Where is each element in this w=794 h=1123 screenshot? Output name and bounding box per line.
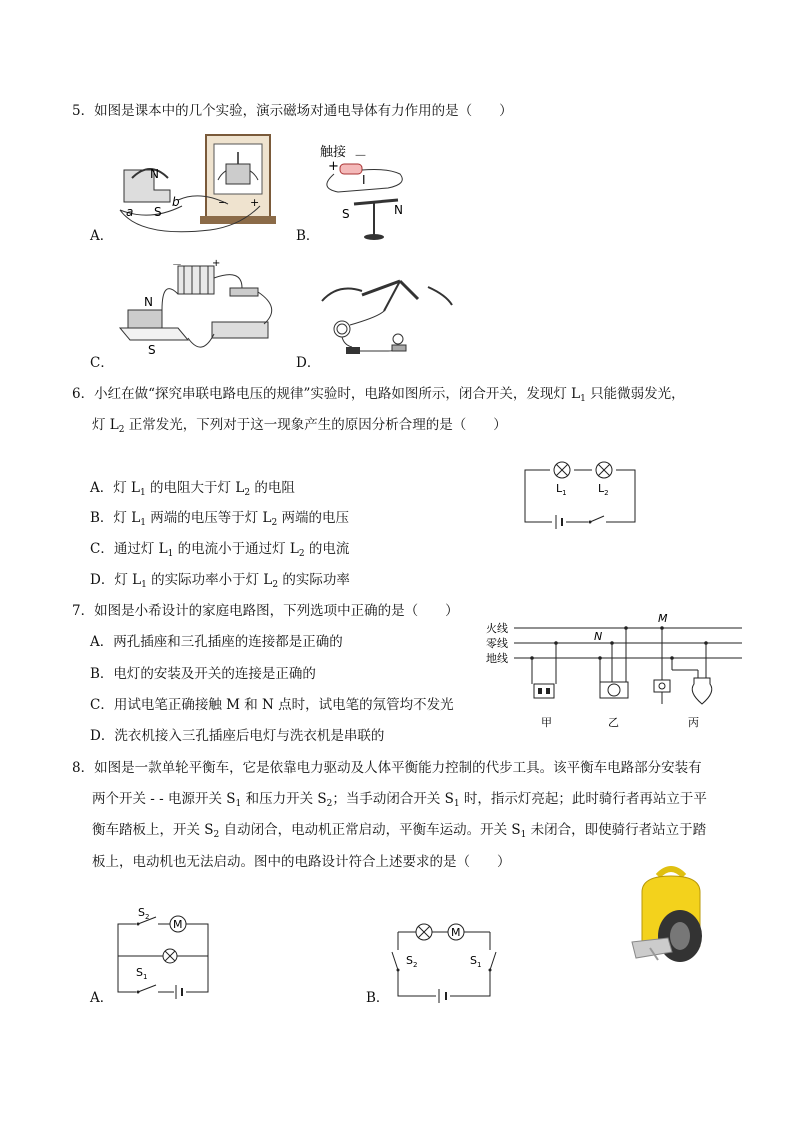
q7-option-b: B．电灯的安装及开关的连接是正确的 [90, 666, 316, 682]
q8a-s2-label: $S_2$ [138, 906, 150, 921]
q5c-plus-label: + [212, 258, 221, 269]
q7-jia-label: 甲 [541, 716, 552, 729]
q6-option-b: B．灯 $L_1$ 两端的电压等于灯 $L_2$ 两端的电压 [90, 510, 350, 528]
q6-option-c: C．通过灯 $L_1$ 的电流小于通过灯 $L_2$ 的电流 [90, 541, 350, 559]
q7-option-a: A．两孔插座和三孔插座的连接都是正确的 [90, 634, 343, 650]
q5-option-d: D． [296, 355, 321, 371]
q8-circuit-a [116, 906, 212, 996]
q8-circuit-b [392, 920, 496, 1000]
q7-stem: 7．如图是小希设计的家庭电路图，下列选项中正确的是（ ） [72, 603, 459, 619]
q5b-i-label: I [362, 173, 366, 187]
q6-l1-label: $L_1$ [556, 482, 567, 497]
q6-option-a: A．灯 $L_1$ 的电阻大于灯 $L_2$ 的电阻 [90, 480, 295, 498]
q5b-minus-label: － [354, 149, 368, 164]
q5-figure-b [318, 140, 428, 245]
q7-neutral-label: 零线 [486, 637, 508, 650]
q8-option-a: A． [90, 990, 114, 1006]
q7-yi-label: 乙 [608, 716, 619, 729]
q6-stem-line2: 灯 $L_2$ 正常发光，下列对于这一现象产生的原因分析合理的是（ ） [92, 417, 507, 435]
q5c-n-label: N [144, 295, 153, 309]
q6-stem-line1: 6．小红在做“探究串联电路电压的规律”实验时，电路如图所示，闭合开关，发现灯 $L_1$ 只能微弱发光， [72, 386, 685, 404]
q7-option-c: C．用试电笔正确接触 M 和 N 点时，试电笔的氖管均不发光 [90, 697, 454, 713]
q8-option-b: B． [366, 990, 390, 1006]
q7-live-label: 火线 [486, 622, 508, 635]
q8b-motor-label: M [451, 926, 461, 939]
q5a-s-label: S [154, 205, 162, 219]
q8-stem-line1: 8．如图是一款单轮平衡车，它是依靠电力驱动及人体平衡能力控制的代步工具。该平衡车电路部分安装有 [72, 760, 702, 776]
q5-option-b: B． [296, 228, 320, 244]
q6-option-d: D．灯 $L_1$ 的实际功率小于灯 $L_2$ 的实际功率 [90, 572, 350, 590]
q5a-n-label: N [150, 167, 159, 181]
q7-option-d: D．洗衣机接入三孔插座后电灯与洗衣机是串联的 [90, 728, 385, 744]
svg-text:+: + [250, 196, 260, 209]
q8b-s1-label: $S_1$ [470, 954, 482, 969]
q8a-s1-label: $S_1$ [136, 966, 148, 981]
q5b-touch-label: 触接 [320, 145, 347, 160]
q8-stem-line3: 衡车踏板上，开关 $S_2$ 自动闭合，电动机正常启动，平衡车运动。开关 $S_1$ 未闭合，即使骑行者站立于踏 [92, 822, 707, 840]
q5b-n-label: N [394, 203, 403, 217]
q8-stem-line2: 两个开关 - - 电源开关 $S_1$ 和压力开关 $S_2$；当手动闭合开关 $S_1$ 时，指示灯亮起；此时骑行者再站立于平 [92, 791, 707, 809]
balance-unicycle-image [628, 862, 714, 970]
q8-stem-line4: 板上，电动机也无法启动。图中的电路设计符合上述要求的是（ ） [92, 854, 511, 870]
q8a-motor-label: M [173, 918, 183, 931]
q7-ground-label: 地线 [486, 652, 508, 665]
q6-circuit-diagram [520, 460, 640, 526]
q7-m-label: M [658, 612, 668, 625]
q5-figure-c [112, 258, 292, 368]
q5c-s-label: S [148, 343, 156, 357]
q5b-plus-label: + [328, 159, 339, 174]
q5-option-a: A． [90, 228, 114, 244]
q5-figure-d [318, 265, 458, 370]
q5c-minus-label: － [172, 260, 182, 271]
q5-figure-a [110, 130, 290, 240]
q5a-a-label: a [126, 205, 134, 219]
q7-n-label: N [594, 630, 603, 643]
q5-stem: 5．如图是课本中的几个实验，演示磁场对通电导体有力作用的是（ ） [72, 103, 513, 119]
q5a-b-label: b [172, 195, 180, 209]
q5-option-c: C． [90, 355, 114, 371]
svg-text:−: − [218, 196, 228, 209]
q5b-s-label: S [342, 207, 350, 221]
q8b-s2-label: $S_2$ [406, 954, 418, 969]
q7-household-circuit [486, 612, 744, 732]
q7-bing-label: 丙 [688, 716, 699, 729]
q6-l2-label: $L_2$ [598, 482, 609, 497]
